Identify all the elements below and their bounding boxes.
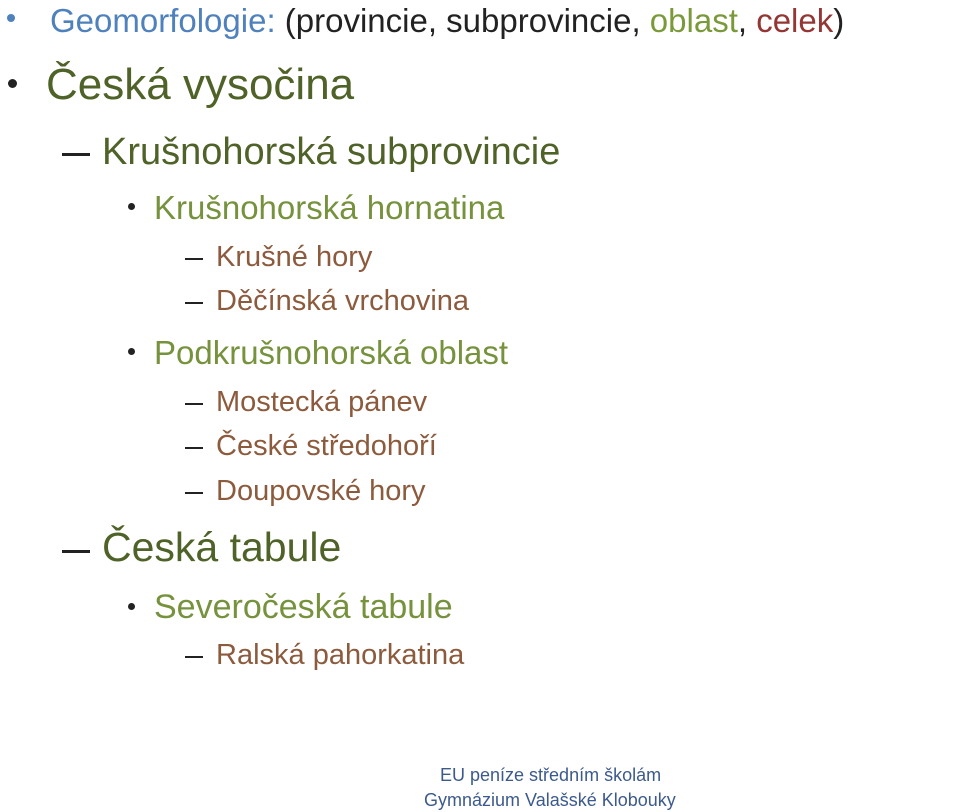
unit-krusne-hory-dash-icon — [185, 258, 203, 260]
unit-decinska-vrchovina-dash-icon — [185, 302, 203, 304]
unit-ralska-pahorkatina-dash-icon — [185, 656, 203, 658]
title-comma: , — [737, 2, 757, 39]
unit-doupovske-hory-dash-icon — [185, 492, 203, 494]
unit-ceske-stredohori: České středohoří — [216, 430, 437, 462]
subprovince-2-label: Česká tabule — [102, 524, 342, 570]
footer-line-2: Gymnázium Valašské Klobouky — [424, 790, 676, 810]
area-3-label: Severočeská tabule — [154, 588, 453, 626]
unit-mostecka-panev-dash-icon — [185, 403, 203, 405]
province-bullet-icon — [8, 79, 17, 88]
area-1-label: Krušnohorská hornatina — [154, 189, 505, 226]
area-2-bullet-icon — [128, 348, 135, 355]
title-keyword: Geomorfologie: — [50, 2, 276, 39]
subprovince-1-dash-icon — [62, 153, 90, 156]
province-label: Česká vysočina — [46, 60, 355, 109]
title-celek: celek — [756, 2, 834, 39]
area-1-bullet-icon — [128, 203, 135, 210]
title-bullet-icon — [7, 14, 15, 22]
unit-krusne-hory: Krušné hory — [216, 241, 373, 273]
area-2-label: Podkrušnohorská oblast — [154, 334, 509, 371]
footer-line-1: EU peníze středním školám — [440, 765, 662, 785]
subprovince-2-dash-icon — [62, 550, 90, 553]
unit-decinska-vrchovina: Děčínská vrchovina — [216, 285, 470, 317]
unit-mostecka-panev: Mostecká pánev — [216, 386, 428, 418]
subprovince-1-label: Krušnohorská subprovincie — [102, 131, 561, 173]
slide-title — [50, 4, 844, 37]
unit-doupovske-hory: Doupovské hory — [216, 475, 426, 507]
unit-ceske-stredohori-dash-icon — [185, 447, 203, 449]
title-provincie-subprovincie: (provincie, subprovincie, — [275, 2, 650, 39]
area-3-bullet-icon — [128, 603, 135, 610]
title-close-paren: ) — [833, 2, 845, 39]
title-oblast: oblast — [649, 2, 738, 39]
unit-ralska-pahorkatina: Ralská pahorkatina — [216, 639, 465, 671]
